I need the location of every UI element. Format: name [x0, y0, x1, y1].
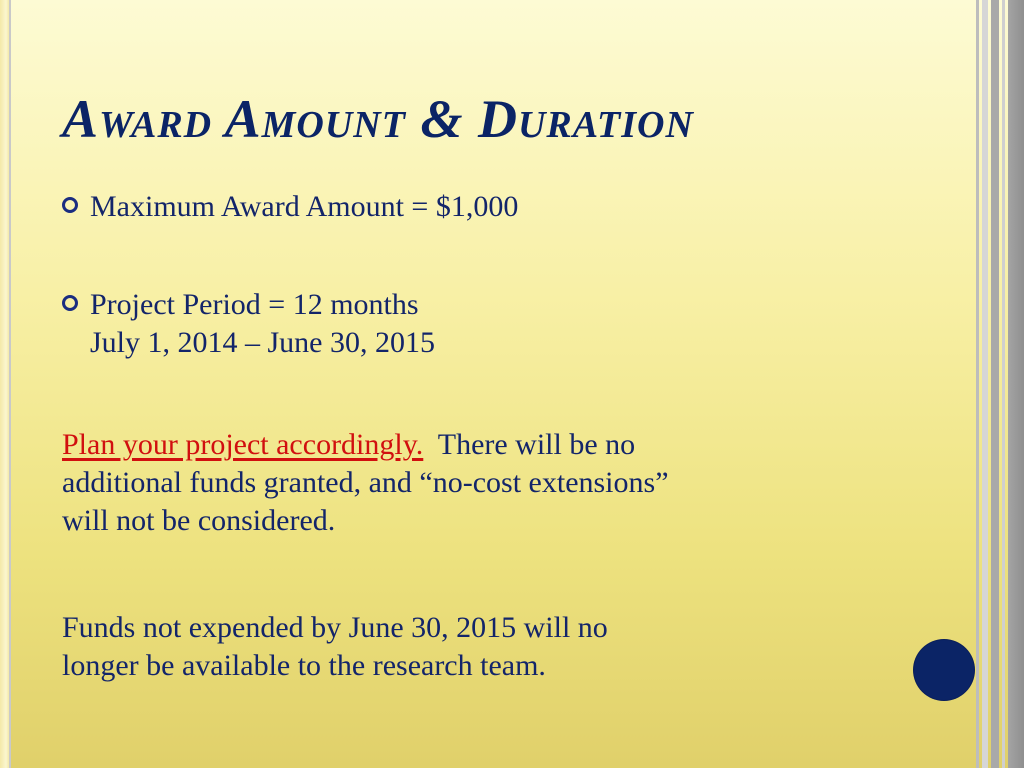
frame-line	[1008, 0, 1024, 768]
right-frame-decoration	[976, 0, 1024, 768]
paragraph-text: Funds not expended by June 30, 2015 will no	[62, 611, 608, 644]
paragraph-text: longer be available to the research team.	[62, 649, 546, 682]
hollow-circle-bullet-icon	[62, 295, 78, 311]
frame-line	[982, 0, 988, 768]
bullet-item-award-amount	[62, 188, 518, 226]
frame-line	[1002, 0, 1005, 768]
bullet-text-line: Project Period = 12 months	[90, 288, 419, 321]
bullet-text-line: Maximum Award Amount = $1,000	[90, 190, 519, 223]
frame-line	[976, 0, 979, 768]
slide-title: Award Amount & Duration	[62, 89, 694, 149]
frame-line	[991, 0, 999, 768]
hollow-circle-bullet-icon	[62, 197, 78, 213]
bullet-text-line: July 1, 2014 – June 30, 2015	[90, 326, 435, 359]
slide-left-border	[9, 0, 11, 768]
plan-accordingly-highlight: Plan your project accordingly.	[62, 428, 424, 461]
bullet-item-project-period	[62, 286, 435, 362]
filled-circle-icon	[914, 640, 974, 700]
paragraph-text: additional funds granted, and “no-cost extensions”	[62, 466, 669, 499]
paragraph-plan-accordingly	[62, 426, 669, 540]
paragraph-funds-not-expended	[62, 609, 608, 685]
paragraph-text: There will be no	[423, 428, 636, 461]
paragraph-text: will not be considered.	[62, 504, 336, 537]
